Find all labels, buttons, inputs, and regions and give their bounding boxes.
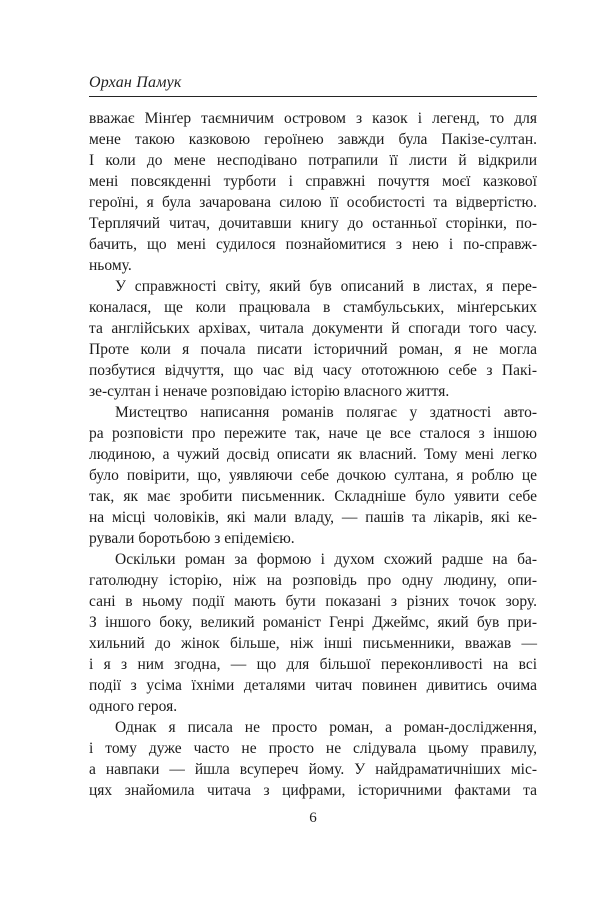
text-line: бачить, що мені судилося познайомитися з нею і по-справж-	[89, 236, 537, 253]
text-line: З іншого боку, великий романіст Генрі Джеймс, який був при-	[89, 614, 537, 631]
text-line: рували боротьбою з епідемією.	[89, 530, 295, 547]
text-line: одного героя.	[89, 698, 178, 715]
text-line: ра розповісти про пережите так, наче це все сталося з іншою	[89, 425, 537, 442]
text-line: події з усіма їхніми деталями читач повинен дивитись очима	[89, 677, 537, 694]
text-line: ньому.	[89, 257, 132, 274]
text-line: позбутися відчуття, що час від часу ототожнюю себе з Пакі-	[89, 362, 537, 379]
page-number: 6	[309, 810, 317, 826]
text-line: так, як має зробити письменник. Складніше було уявити себе	[89, 488, 537, 505]
text-line: і я з ним згодна, — що для більшої переконливості на всі	[89, 656, 537, 673]
text-line: У справжності світу, який був описаний в листах, я пере-	[115, 278, 537, 295]
text-line: Проте коли я почала писати історичний роман, я не могла	[89, 341, 537, 358]
text-line: Мистецтво написання романів полягає у здатності авто-	[115, 404, 537, 421]
running-header	[89, 74, 537, 97]
text-line: і тому дуже часто не просто не слідувала цьому правилу,	[89, 740, 537, 757]
text-line: мене такою казковою героїнею завжди була Пакізе-султан.	[89, 131, 537, 148]
text-line: а навпаки — йшла всупереч йому. У найдраматичніших міс-	[89, 761, 537, 778]
text-line: на місці чоловіків, які мали владу, — пашів та лікарів, які ке-	[89, 509, 537, 526]
text-line: героїні, я була зачарована силою її особистості та відвертістю.	[89, 194, 537, 211]
text-line: було повірити, що, уявляючи себе дочкою султана, я роблю це	[89, 467, 537, 484]
text-line: хильний до жінок більше, ніж інші письменники, вважав —	[89, 635, 537, 652]
text-line: Терплячий читач, дочитавши книгу до останньої сторінки, по-	[89, 215, 537, 232]
text-line: людиною, а чужий досвід описати як власний. Тому мені легко	[89, 446, 537, 463]
text-line: коналася, ще коли працювала в стамбульських, мінґерських	[89, 299, 537, 316]
text-line: Оскільки роман за формою і духом схожий радше на ба-	[115, 551, 537, 568]
text-line: вважає Мінґер таємничим островом з казок і легенд, то для	[89, 110, 537, 127]
text-line: мені повсякденні турботи і справжні почуття моєї казкової	[89, 173, 537, 190]
text-line: зе-султан і неначе розповідаю історію власного життя.	[89, 383, 450, 400]
text-line: цях знайомила читача з цифрами, історичними фактами та	[89, 782, 537, 799]
text-line: та англійських архівах, читала документи й спогади того часу.	[89, 320, 537, 337]
text-line: гатолюдну історію, ніж на розповідь про одну людину, опи-	[89, 572, 537, 589]
body-text	[89, 108, 537, 801]
text-line: Однак я писала не просто роман, а роман-дослідження,	[115, 719, 537, 736]
text-line: сані в ньому події мають бути показані з різних точок зору.	[89, 593, 537, 610]
author-name: Орхан Памук	[89, 74, 182, 91]
text-line: І коли до мене несподівано потрапили її листи й відкрили	[89, 152, 537, 169]
